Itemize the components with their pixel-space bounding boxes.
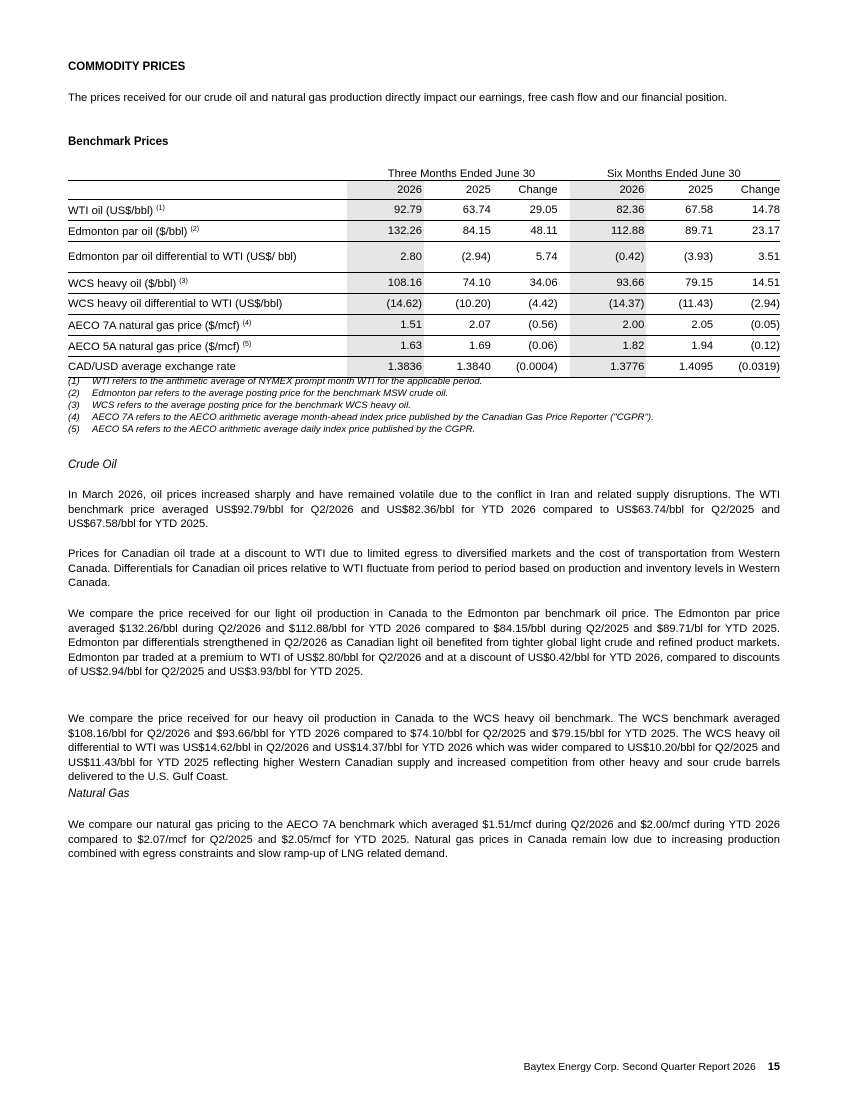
ytd-2025-value: 2.05 [646, 315, 713, 336]
row-label-text: Edmonton par oil differential to WTI (US$/ bbl) [68, 250, 297, 263]
q2-2026-value: 1.3836 [347, 357, 424, 378]
group-six-months: Six Months Ended June 30 [606, 168, 741, 180]
q2-change-value: 29.05 [491, 200, 558, 221]
ytd-change-value: (0.12) [713, 336, 780, 357]
ytd-2025-value: (11.43) [646, 294, 713, 315]
ytd-change-value: 3.51 [713, 242, 780, 273]
footnote-ref: (1) [156, 205, 165, 212]
ytd-2025-value: 79.15 [646, 273, 713, 294]
ytd-2026-value: 93.66 [570, 273, 647, 294]
crude-paragraph: In March 2026, oil prices increased sharply and have remained volatile due to the conflict in Iran and related supply disruptions. The WTI benchmark price averaged US$92.79/bbl for Q2/2026 and US$82.36/bbl for YTD 2026 compared to US$63.74/bbl for Q2/2025 and US$67.58/bbl for YTD 2025. [68, 489, 780, 531]
ytd-2025-value: 1.94 [646, 336, 713, 357]
col-change-three: Change [491, 181, 558, 200]
table-heading: Benchmark Prices [68, 136, 169, 148]
page-number: 15 [767, 1061, 780, 1073]
crude-paragraph: Prices for Canadian oil trade at a discount to WTI due to limited egress to diversified markets and the cost of transportation from Western Canada. Differentials for Canadian oil prices relative to WTI fluctuate from period to period based on production and inventory levels in Western Canada. [68, 548, 780, 590]
col-2026-three: 2026 [347, 181, 424, 200]
footnote-ref: (2) [190, 226, 200, 233]
q2-2025-value: 1.69 [424, 336, 491, 357]
q2-change-value: (0.56) [491, 315, 558, 336]
benchmark-prices-table [68, 163, 780, 378]
row-label [68, 273, 347, 294]
ytd-2026-value: (14.37) [570, 294, 647, 315]
table-row [68, 357, 780, 378]
q2-2025-value: 74.10 [424, 273, 491, 294]
ytd-2026-value: 1.82 [570, 336, 647, 357]
footnotes [68, 376, 654, 436]
crude-oil-heading: Crude Oil [68, 459, 117, 471]
ytd-2026-value: (0.42) [570, 242, 647, 273]
table-row [68, 294, 780, 315]
row-label [68, 357, 347, 378]
col-2026-six: 2026 [570, 181, 647, 200]
footnote-ref: (3) [179, 278, 188, 285]
gas-paragraph: We compare our natural gas pricing to the AECO 7A benchmark which averaged $1.51/mcf during Q2/2026 and $2.00/mcf during YTD 2026 compared to $2.07/mcf for Q2/2025 and $2.05/mcf for YTD 2025. Natural gas prices in Canada remain low due to increasing production combined with egress constraints and slow ramp-up of LNG related demand. [68, 819, 780, 861]
q2-2026-value: 132.26 [347, 221, 424, 242]
ytd-2026-value: 2.00 [570, 315, 647, 336]
spacer-cell [558, 336, 570, 357]
spacer-cell [558, 273, 570, 294]
ytd-change-value: (0.0319) [713, 357, 780, 378]
ytd-2026-value: 82.36 [570, 200, 647, 221]
q2-2025-value: (10.20) [424, 294, 491, 315]
ytd-2026-value: 112.88 [570, 221, 647, 242]
row-label [68, 242, 347, 273]
footnote: (1) WTI refers to the arithmetic average of NYMEX prompt month WTI for the applicable period. [68, 376, 483, 387]
table-row [68, 273, 780, 294]
crude-paragraph: We compare the price received for our light oil production in Canada to the Edmonton par benchmark oil price. The Edmonton par price averaged $132.26/bbl during Q2/2026 and $112.88/bbl for YTD 2026 compared to $84.15/bbl during Q2/2025 and $89.71/bl for YTD 2025. Edmonton par differentials strengthened in Q2/2026 as Canadian light oil benefited from tighter global light crude and refined product markets. Edmonton par traded at a premium to WTI of US$2.80/bbl for Q2/2026 and at a discount of US$0.42/bbl for YTD 2026, compared to discounts of US$2.94/bbl for Q2/2025 and US$3.93/bbl for YTD 2025. [68, 608, 780, 679]
row-label-text: Edmonton par oil ($/bbl) [68, 226, 188, 238]
spacer-cell [558, 200, 570, 221]
ytd-change-value: 14.51 [713, 273, 780, 294]
q2-change-value: (0.06) [491, 336, 558, 357]
ytd-2025-value: 1.4095 [646, 357, 713, 378]
ytd-change-value: 23.17 [713, 221, 780, 242]
row-label-text: AECO 5A natural gas price ($/mcf) [68, 341, 240, 353]
spacer-cell [558, 357, 570, 378]
q2-2026-value: 1.51 [347, 315, 424, 336]
table-column-header [68, 181, 780, 200]
q2-change-value: 5.74 [491, 242, 558, 273]
q2-2026-value: (14.62) [347, 294, 424, 315]
spacer-cell [558, 221, 570, 242]
col-2025-six: 2025 [646, 181, 713, 200]
q2-2025-value: 84.15 [424, 221, 491, 242]
row-label [68, 315, 347, 336]
row-label [68, 221, 347, 242]
q2-change-value: (0.0004) [491, 357, 558, 378]
page-footer [524, 1061, 780, 1073]
q2-change-value: 34.06 [491, 273, 558, 294]
footnote: (5) AECO 5A refers to the AECO arithmetic average daily index price published by the CGPR. [68, 424, 476, 435]
row-label [68, 336, 347, 357]
q2-2026-value: 2.80 [347, 242, 424, 273]
q2-2026-value: 108.16 [347, 273, 424, 294]
row-label [68, 200, 347, 221]
natural-gas-heading: Natural Gas [68, 788, 130, 800]
ytd-2026-value: 1.3776 [570, 357, 647, 378]
footnote-ref: (5) [242, 341, 252, 348]
q2-2025-value: 63.74 [424, 200, 491, 221]
row-label-text: AECO 7A natural gas price ($/mcf) [68, 320, 240, 332]
footnote-ref: (4) [242, 320, 252, 327]
ytd-2025-value: 67.58 [646, 200, 713, 221]
q2-2026-value: 92.79 [347, 200, 424, 221]
spacer-cell [558, 242, 570, 273]
spacer-cell [558, 294, 570, 315]
table-row [68, 242, 780, 273]
q2-2025-value: 1.3840 [424, 357, 491, 378]
ytd-2025-value: (3.93) [646, 242, 713, 273]
section-heading: COMMODITY PRICES [68, 61, 186, 73]
ytd-change-value: 14.78 [713, 200, 780, 221]
row-label [68, 294, 347, 315]
footnote: (3) WCS refers to the average posting price for the benchmark WCS heavy oil. [68, 400, 411, 411]
group-three-months: Three Months Ended June 30 [387, 168, 536, 180]
table-row [68, 221, 780, 242]
ytd-2025-value: 89.71 [646, 221, 713, 242]
ytd-change-value: (0.05) [713, 315, 780, 336]
table-row [68, 200, 780, 221]
q2-change-value: (4.42) [491, 294, 558, 315]
q2-2025-value: (2.94) [424, 242, 491, 273]
footnote: (4) AECO 7A refers to the AECO arithmetic average month-ahead index price published by the Canadian Gas Price Reporter ("CGPR"). [68, 412, 654, 423]
intro-paragraph: The prices received for our crude oil and natural gas production directly impact our earnings, free cash flow and our financial position. [68, 92, 728, 104]
col-2025-three: 2025 [424, 181, 491, 200]
row-label-text: WTI oil (US$/bbl) [68, 205, 154, 217]
row-label-text: WCS heavy oil differential to WTI (US$/bbl) [68, 297, 283, 310]
q2-2025-value: 2.07 [424, 315, 491, 336]
table-group-header [68, 163, 780, 181]
ytd-change-value: (2.94) [713, 294, 780, 315]
row-label-text: CAD/USD average exchange rate [68, 360, 236, 373]
footnote: (2) Edmonton par refers to the average posting price for the benchmark MSW crude oil. [68, 388, 449, 399]
table-row [68, 315, 780, 336]
row-label-text: WCS heavy oil ($/bbl) [68, 278, 177, 290]
q2-change-value: 48.11 [491, 221, 558, 242]
table-row [68, 336, 780, 357]
q2-2026-value: 1.63 [347, 336, 424, 357]
col-change-six: Change [713, 181, 780, 200]
spacer-cell [558, 315, 570, 336]
crude-paragraph: We compare the price received for our heavy oil production in Canada to the WCS heavy oil benchmark. The WCS benchmark averaged $108.16/bbl for Q2/2026 and $93.66/bbl for YTD 2026 compared to $74.10/bbl for Q2/2025 and $79.15/bbl for YTD 2025. The WCS heavy oil differential to WTI was US$14.62/bbl in Q2/2026 and US$14.37/bbl for YTD 2026 which was wider compared to US$10.20/bbl for Q2/2025 and US$11.43/bbl for YTD 2025 reflecting higher Western Canadian supply and increased competition from other heavy and sour crude barrels delivered to the U.S. Gulf Coast. [68, 713, 780, 784]
footer-report-title: Baytex Energy Corp. Second Quarter Report 2026 [523, 1062, 756, 1073]
